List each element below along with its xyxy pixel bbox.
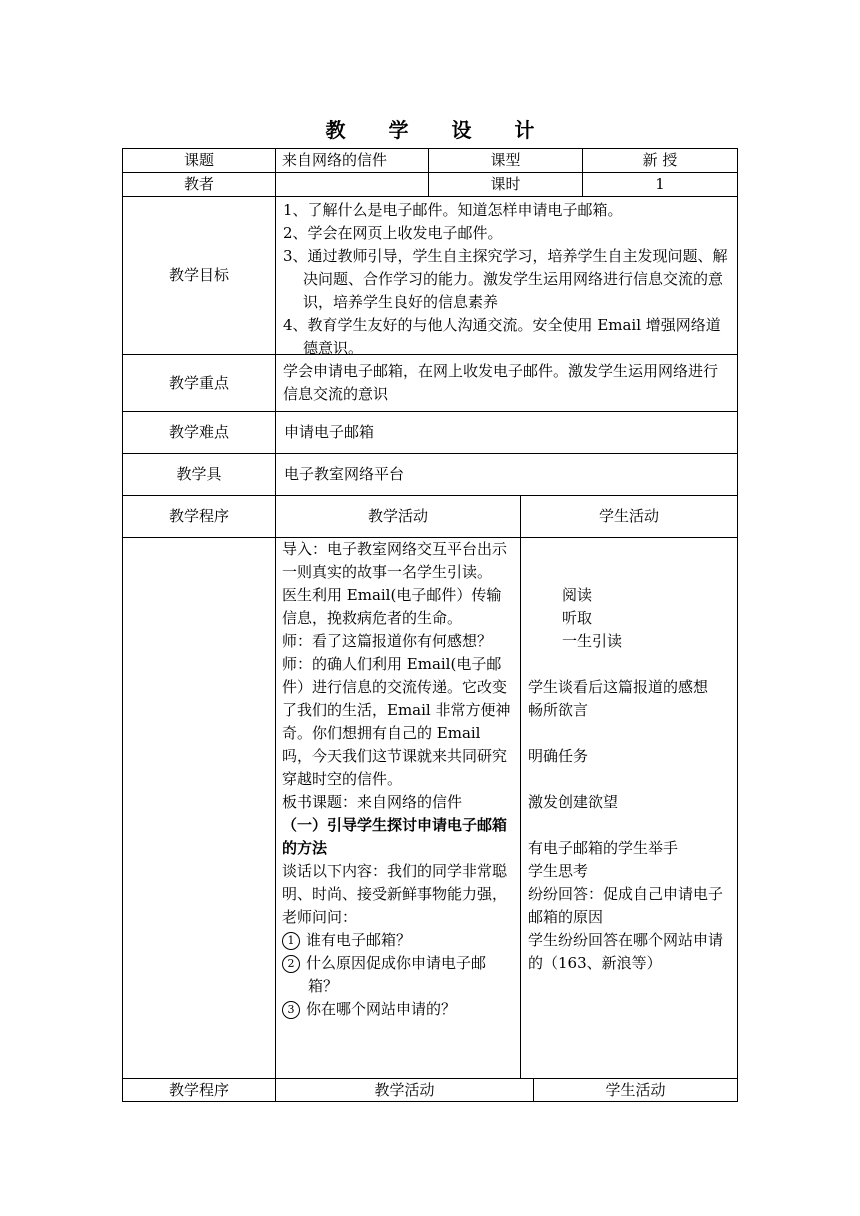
- student-activity-cell: [520, 537, 738, 1079]
- procedure-program-header: [122, 495, 276, 538]
- student-thoughts: 学生谈看后这篇报道的感想: [528, 678, 709, 696]
- student-desire: 激发创建欲望: [528, 793, 619, 811]
- tools-label-cell: [122, 453, 276, 496]
- key-points-label-cell: [122, 354, 276, 412]
- teacher-question: 师：看了这篇报道你有何感想？: [282, 632, 493, 650]
- objective-item: 2、学会在网页上收发电子邮件。: [283, 224, 503, 242]
- difficulty-label-cell: [122, 411, 276, 454]
- student-think: 学生思考: [528, 862, 589, 880]
- difficulty-label: 教学难点: [168, 423, 229, 441]
- question-item: [282, 929, 514, 952]
- objectives-label: 教学目标: [168, 266, 229, 284]
- topic-value: 来自网络的信件: [282, 151, 388, 169]
- objectives-content: [275, 196, 738, 355]
- topic-value-cell: [275, 148, 429, 173]
- procedure-teacher-header: [275, 495, 521, 538]
- hours-label: 课时: [490, 175, 521, 193]
- question-item: [282, 952, 514, 998]
- procedure-student-header: [520, 495, 738, 538]
- student-discuss: 畅所欲言: [528, 701, 589, 719]
- key-points-cell: [275, 354, 738, 412]
- key-points-text: 学会申请电子邮箱，在网上收发电子邮件。激发学生运用网络进行信息交流的意识: [283, 362, 719, 403]
- teacher-intro: 导入：电子教室网络交互平台出示一则真实的故事一名学生引读。: [282, 540, 508, 581]
- question-text: 你在哪个网站申请的？: [306, 1000, 457, 1018]
- teacher-label-cell: [122, 172, 276, 197]
- hours-value: 1: [655, 175, 665, 193]
- hours-label-cell: [428, 172, 583, 197]
- circled-number: 1: [282, 932, 300, 950]
- student-header-label: 学生活动: [598, 507, 659, 525]
- teacher-label: 教者: [183, 175, 214, 193]
- page-title: 教 学 设 计: [325, 118, 553, 142]
- question-text: 什么原因促成你申请电子邮箱？: [306, 954, 487, 995]
- question-text: 谁有电子邮箱？: [306, 931, 412, 949]
- objective-item: 3、通过教师引导，学生自主探究学习，培养学生自主发现问题、解决问题、合作学习的能力。激发学生运用网络进行信息交流的意识，培养学生良好的信息素养: [283, 247, 728, 311]
- circled-number: 3: [282, 1001, 300, 1019]
- topic-label-cell: [122, 148, 276, 173]
- objectives-label-cell: [122, 196, 276, 355]
- footer-program-label: 教学程序: [168, 1080, 229, 1099]
- footer-program-header: [122, 1078, 276, 1102]
- tools-label: 教学具: [176, 465, 222, 483]
- tools-cell: [275, 453, 738, 496]
- student-listen: 听取: [562, 609, 593, 627]
- teacher-board-title: 板书课题：来自网络的信件: [282, 793, 463, 811]
- difficulty-text: 申请电子邮箱: [284, 423, 375, 441]
- type-label-cell: [428, 148, 583, 173]
- teacher-explanation: 师：的确人们利用 Email(电子邮件）进行信息的交流传递。它改变了我们的生活，Email 非常方便神奇。你们想拥有自己的 Email 吗，今天我们这节课就来共同研究穿越时空的信件。: [282, 655, 511, 788]
- student-raise-hands: 有电子邮箱的学生举手: [528, 839, 679, 857]
- tools-text: 电子教室网络平台: [284, 465, 405, 483]
- footer-student-label: 学生活动: [605, 1080, 666, 1099]
- procedure-program-cell: [122, 537, 276, 1079]
- question-item: [282, 998, 514, 1021]
- difficulty-cell: [275, 411, 738, 454]
- teacher-activity-cell: [275, 537, 521, 1079]
- teacher-value-cell: [275, 172, 429, 197]
- footer-teacher-label: 教学活动: [374, 1080, 435, 1099]
- teacher-talk: 谈话以下内容：我们的同学非常聪明、时尚、接受新鲜事物能力强，老师问问：: [282, 862, 508, 926]
- type-value-cell: [582, 148, 738, 173]
- teacher-header-label: 教学活动: [367, 507, 428, 525]
- footer-teacher-header: [275, 1078, 534, 1102]
- program-header-label: 教学程序: [168, 507, 229, 525]
- type-value: 新 授: [642, 151, 678, 169]
- student-read: 阅读: [562, 586, 593, 604]
- student-answer-site: 学生纷纷回答在哪个网站申请的（163、新浪等）: [528, 931, 724, 972]
- objective-item: 4、教育学生友好的与他人沟通交流。安全使用 Email 增强网络道德意识。: [283, 316, 721, 357]
- objective-item: 1、了解什么是电子邮件。知道怎样申请电子邮箱。: [283, 201, 623, 219]
- student-task: 明确任务: [528, 747, 589, 765]
- topic-label: 课题: [183, 151, 214, 169]
- student-answer-reason: 纷纷回答：促成自己申请电子邮箱的原因: [528, 885, 724, 926]
- teacher-story: 医生利用 Email(电子邮件）传输信息，挽救病危者的生命。: [282, 586, 502, 627]
- key-points-label: 教学重点: [168, 373, 229, 392]
- circled-number: 2: [282, 955, 300, 973]
- footer-student-header: [533, 1078, 738, 1102]
- hours-value-cell: [582, 172, 738, 197]
- type-label: 课型: [490, 151, 521, 169]
- student-lead-read: 一生引读: [562, 632, 623, 650]
- teacher-section-heading: （一）引导学生探讨申请电子邮箱的方法: [282, 816, 508, 857]
